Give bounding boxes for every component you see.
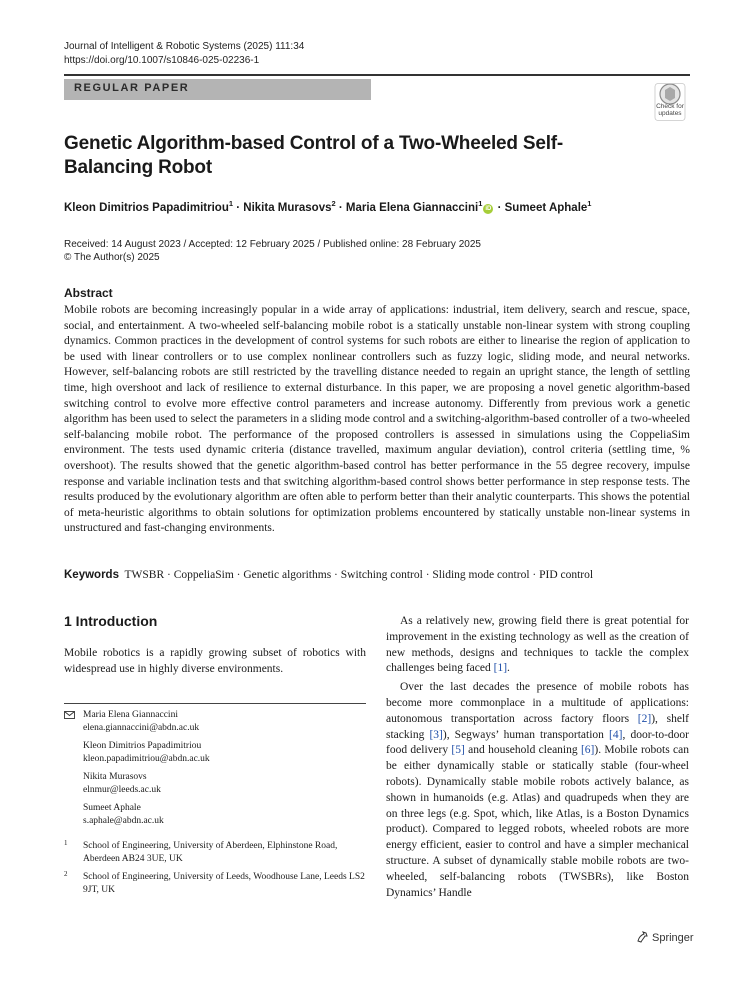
doi-link[interactable]: https://doi.org/10.1007/s10846-025-02236-1 [64,55,260,66]
intro-column-right [386,614,689,904]
contact-entry [64,740,366,765]
paragraph-text: ), shelf stacking [386,712,689,741]
envelope-icon [64,711,75,719]
author-separator: · [497,201,502,214]
intro-paragraph [386,614,689,677]
affiliation-number: 2 [64,870,68,878]
journal-citation: Journal of Intelligent & Robotic Systems (2025) 111:34 [64,41,305,52]
author-name[interactable]: Maria Elena Giannaccini [345,201,479,214]
contact-name: Kleon Dimitrios Papadimitriou [83,741,202,751]
paper-type-label: REGULAR PAPER [74,82,190,94]
abstract-text: Mobile robots are becoming increasingly popular in a wide array of applications: industrial, item delivery, search and rescue, space, social, and entertainment. A two-wheeled self-balancing mobile robot is a statically unstable non-linear system with strong coupling dynamics. Common practices in the development of control systems for such robots are either to linearise the region of application to be used with linear controllers or to use complex nonlinear controllers such as fuzzy logic, sliding mode, and neural networks. However, self-balancing robots are still restricted by the travelling distance needed to regain an upright stance, the length of settling time, high overshoot and lack of resilience to external disturbance. In this paper, we are proposing a novel genetic algorithm-based switching control to evolve more effective control parameters and increase autonomy. Differently from previous work a genetic algorithm has been used to select the parameters in a sliding mode control and a switching-algorithm-based controller of a two-wheeled self-balancing mobile robot. The performance of the proposed controllers is assessed in simulations using the CoppeliaSim environment. The tests used dynamic criteria (distance travelled, maximum angular deviation), control criteria (settling time, % overshoot). The results showed that the genetic algorithm-based control has better performance in the 55 degree recovery, impulse response and variable inclination tests and that switching algorithm-based control shows better performance in step response tests. The results produced by the evolutionary algorithm are often able to perform better than their analytic counterparts. This shows the potential of meta-heuristic algorithms to obtain solutions for optimization problems encountered by statically unstable non-linear systems in unstructured and fast-changing environments. [64,304,690,535]
affiliation-text: School of Engineering, University of Aberdeen, Elphinstone Road, Aberdeen AB24 3UE, UK [83,841,338,864]
paper-title: Genetic Algorithm-based Control of a Two-Wheeled Self-Balancing Robot [64,133,564,178]
contact-name: Sumeet Aphale [83,803,141,813]
publisher-name: Springer [652,932,694,944]
contact-email[interactable]: elnmur@leeds.ac.uk [83,784,161,795]
springer-horse-icon [636,930,649,943]
journal-header [64,40,304,68]
paper-type-band [64,79,371,100]
abstract-heading: Abstract [64,286,113,300]
affiliation-entry [64,871,366,896]
author-separator: · [236,201,241,214]
paragraph-text: ). Mobile robots can be either dynamically stable or statically stable (four-wheel robots). Dynamically stable mobile robots actively balance, as shown in humanoids (e.g. Atlas) and quadrupeds when they are on three legs (e.g. Spot, which, like Atlas, is a Boston Dynamics product). Compared to legged robots, wheeled robots are more energy efficient, easier to control and have a simpler mechanical structure. A subset of dynamically stable mobile robots are two-wheeled, self-balancing robots (TWSBRs), like Boston Dynamics’ Handle [386,744,689,899]
header-rule [64,74,690,76]
citation-link[interactable]: [5] [451,744,465,757]
contact-name: Nikita Murasovs [83,772,147,782]
author-separator: · [338,201,343,214]
springer-logo [636,930,694,944]
affiliations-block [64,840,366,902]
citation-link[interactable]: [4] [609,728,623,741]
contact-email[interactable]: elena.giannaccini@abdn.ac.uk [83,722,200,733]
citation-link[interactable]: [1] [493,662,508,675]
citation-link[interactable]: [2] [637,712,652,725]
footnote-rule [64,703,366,704]
contact-entry [64,802,366,827]
author-affiliation-mark: 2 [331,199,336,208]
affiliation-number: 1 [64,839,68,847]
author-name[interactable]: Nikita Murasovs [243,201,332,214]
section-heading: 1 Introduction [64,613,158,629]
copyright-line: © The Author(s) 2025 [64,252,160,263]
author-name[interactable]: Kleon Dimitrios Papadimitriou [64,201,229,214]
paragraph-text: Over the last decades the presence of mobile robots has become more commonplace in a multitude of applications: autonomous transportation across factory floors [386,681,689,725]
author-affiliation-mark: 1 [478,199,483,208]
contact-email[interactable]: kleon.papadimitriou@abdn.ac.uk [83,753,210,764]
contact-entry [64,709,366,734]
author-name[interactable]: Sumeet Aphale [504,201,588,214]
citation-link[interactable]: [6] [580,744,595,757]
paragraph-text: As a relatively new, growing field there is great potential for improvement in the existing technology as well as the creation of new methods, designs and techniques to tackle the complex challenges being faced [386,615,689,675]
paragraph-text: ), Segways’ human transportation [442,728,610,741]
orcid-icon[interactable]: iD [485,205,492,212]
affiliation-entry [64,840,366,865]
keywords [64,569,593,581]
paragraph-text: . [507,662,510,675]
contact-entry [64,771,366,796]
paragraph-text: and household cleaning [464,744,581,757]
author-affiliation-mark: 1 [228,199,234,208]
intro-paragraph-left: Mobile robotics is a rapidly growing subset of robotics with widespread use in highly diverse environments. [64,647,366,675]
contact-email[interactable]: s.aphale@abdn.ac.uk [83,815,164,826]
author-list [64,199,591,214]
keywords-label: Keywords [64,569,119,581]
affiliation-text: School of Engineering, University of Leeds, Woodhouse Lane, Leeds LS2 9JT, UK [83,872,365,895]
contact-name: Maria Elena Giannaccini [83,710,178,720]
keywords-text: TWSBR · CoppeliaSim · Genetic algorithms · Switching control · Sliding mode control · PID control [124,569,594,581]
check-for-updates-label[interactable]: Check for updates [656,103,684,117]
publication-dates [64,238,481,264]
paragraph-text: , door-to-door food delivery [386,728,689,757]
correspondence-block [64,709,366,833]
citation-link[interactable]: [3] [429,728,443,741]
author-affiliation-mark: 1 [587,199,592,208]
dates-line: Received: 14 August 2023 / Accepted: 12 February 2025 / Published online: 28 February 2025 [64,239,481,250]
intro-paragraph [386,680,689,901]
